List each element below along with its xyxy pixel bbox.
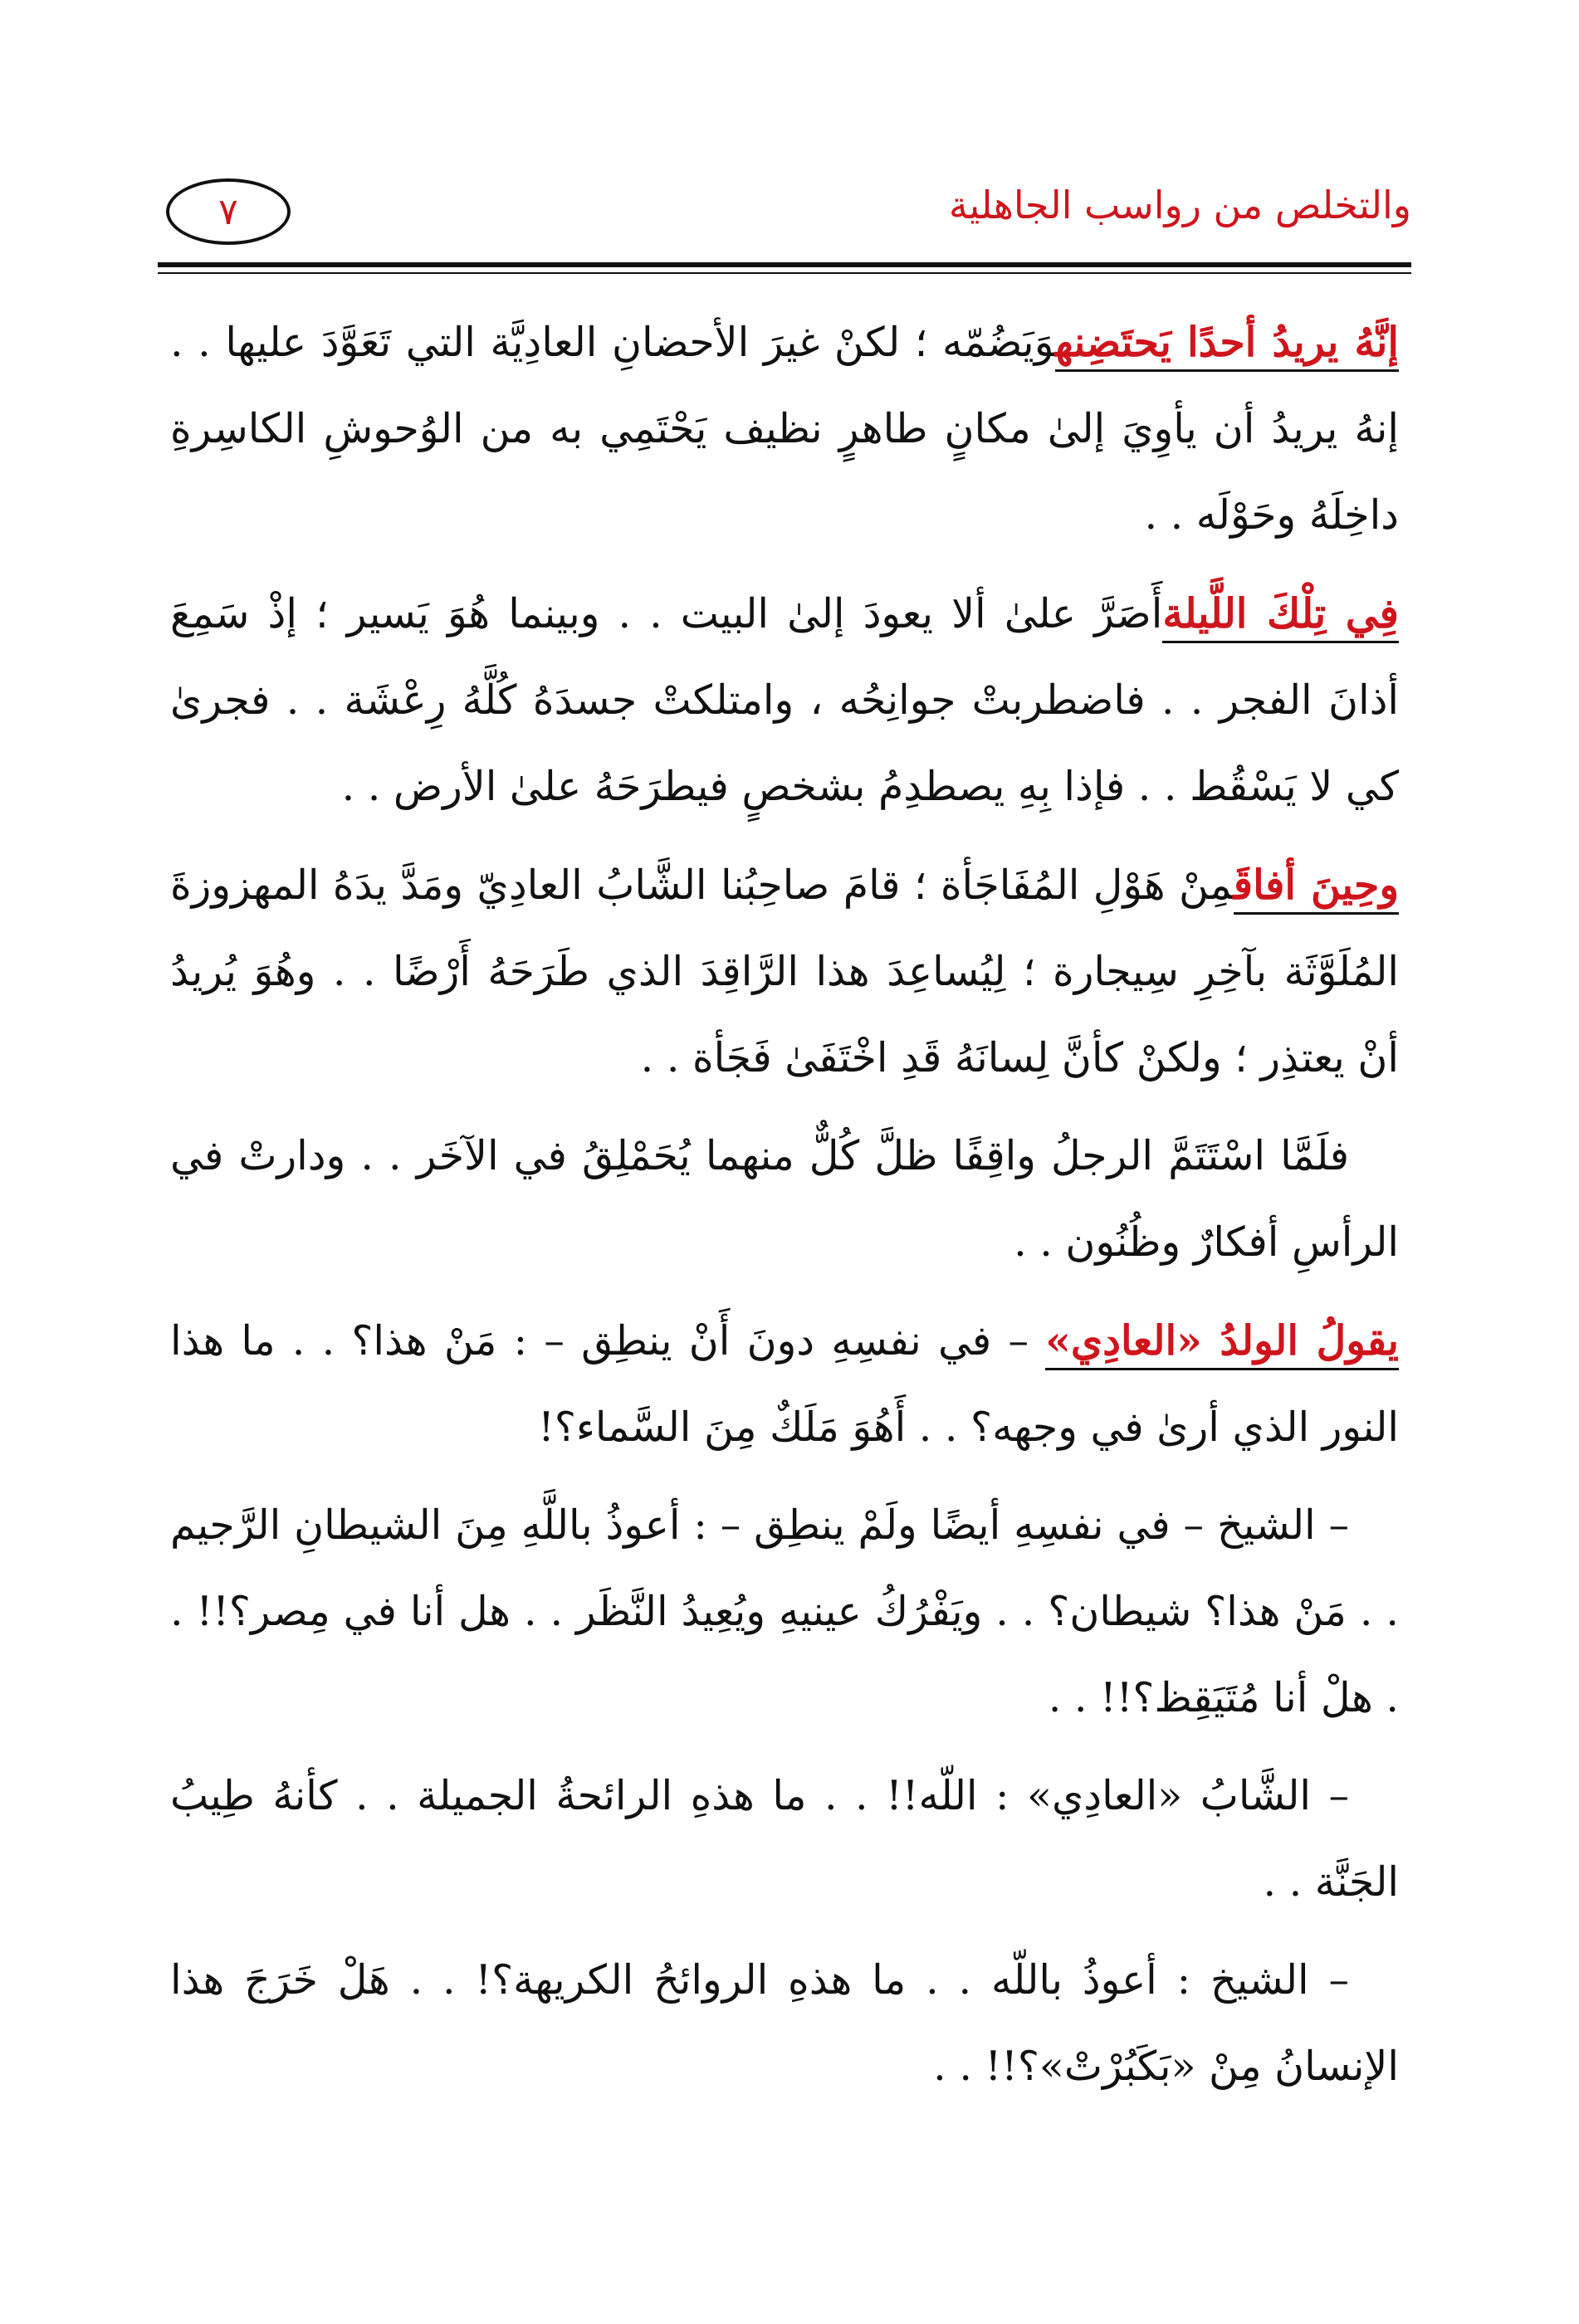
paragraph-text: – في نفسِهِ دونَ أَنْ ينطِق – : مَنْ هذا؟ . . ما هذا النور الذي أرىٰ في وجهه؟ . . أَهُوَ مَلَكٌ مِنَ السَّماء؟!: [170, 1317, 1399, 1451]
paragraph-text: مِنْ هَوْلِ المُفَاجَأة ؛ قامَ صاحِبُنا الشَّابُ العادِيّ ومَدَّ يدَهُ المهزوزةَ المُلَوَّثَة بآخِرِ سِيجارة ؛ لِيُساعِدَ هذا الرَّاقِدَ الذي طَرَحَهُ أَرْضًا . . وهُوَ يُريدُ أنْ يعتذِر ؛ ولكنْ كأنَّ لِسانَهُ قَدِ اخْتَفَىٰ فَجَأة . .: [170, 862, 1399, 1081]
paragraph-4: [170, 1113, 1399, 1286]
paragraph-text: – الشيخ : أعوذُ باللّه . . ما هذهِ الروائحُ الكريهة؟! . . هَلْ خَرَجَ هذا الإنسانُ مِنْ «بَكَبُرْتْ»؟!! . .: [170, 1956, 1399, 2090]
paragraph-lead: يقولُ الولدُ «العادِي»: [1045, 1316, 1399, 1370]
paragraph-text: وَيَضُمّه ؛ لكنْ غيرَ الأحضانِ العادِيَّة التي تَعَوَّدَ عليها . . إنهُ يريدُ أن يأوِيَ إلىٰ مكانٍ طاهرٍ نظيف يَحْتَمِي به من الوُحوشِ الكاسِرةِ داخِلَهُ وحَوْلَه . .: [170, 319, 1399, 539]
paragraph-text: – الشيخ – في نفسِهِ أيضًا ولَمْ ينطِق – : أعوذُ باللَّهِ مِنَ الشيطانِ الرَّجيم . . مَنْ هذا؟ شيطان؟ . . ويَفْرُكُ عينيهِ ويُعِيدُ النَّظَر . . هل أنا في مِصر؟!! . . هلْ أنا مُتَيَقِظ؟!! . .: [170, 1501, 1399, 1721]
page-number-text: ٧: [218, 190, 238, 233]
page-number: [166, 178, 291, 245]
paragraph-1: [170, 299, 1399, 559]
paragraph-text: فلَمَّا اسْتَتَمَّ الرجلُ واقِفًا ظلَّ كُلٌّ منهما يُحَمْلِقُ في الآخَر . . ودارتْ في الرأسِ أفكارٌ وظُنُون . .: [170, 1132, 1399, 1266]
paragraph-7: [170, 1753, 1399, 1926]
paragraph-3: [170, 842, 1399, 1101]
paragraph-8: [170, 1937, 1399, 2110]
paragraph-text: أَصَرَّ علىٰ ألا يعودَ إلىٰ البيت . . وبينما هُوَ يَسير ؛ إذْ سَمِعَ أذانَ الفجر . . فاضطربتْ جوانِحُه ، وامتلكتْ جسدَهُ كُلَّهُ رِعْشَة . . فجرىٰ كي لا يَسْقُط . . فإذا بِهِ يصطدِمُ بشخصٍ فيطرَحَهُ علىٰ الأرض . .: [170, 590, 1399, 810]
header-rule-thin: [158, 272, 1411, 274]
paragraph-lead: فِي تِلْكَ اللَّيلة: [1162, 589, 1399, 643]
body-text: [170, 299, 1399, 2121]
paragraph-text: – الشَّابُ «العادِي» : اللّه!! . . ما هذهِ الرائحةُ الجميلة . . كأنهُ طِيبُ الجَنَّة . .: [170, 1772, 1399, 1906]
page-header: [158, 166, 1411, 257]
paragraph-lead: إنَّهُ يريدُ أحدًا يَحتَضِنه: [1055, 318, 1399, 372]
running-title: والتخلص من رواسب الجاهلية: [948, 183, 1411, 227]
header-rule-thick: [158, 262, 1411, 267]
paragraph-2: [170, 570, 1399, 830]
paragraph-lead: وحِينَ أفاقَ: [1234, 861, 1399, 915]
paragraph-6: [170, 1482, 1399, 1741]
paragraph-5: [170, 1297, 1399, 1471]
